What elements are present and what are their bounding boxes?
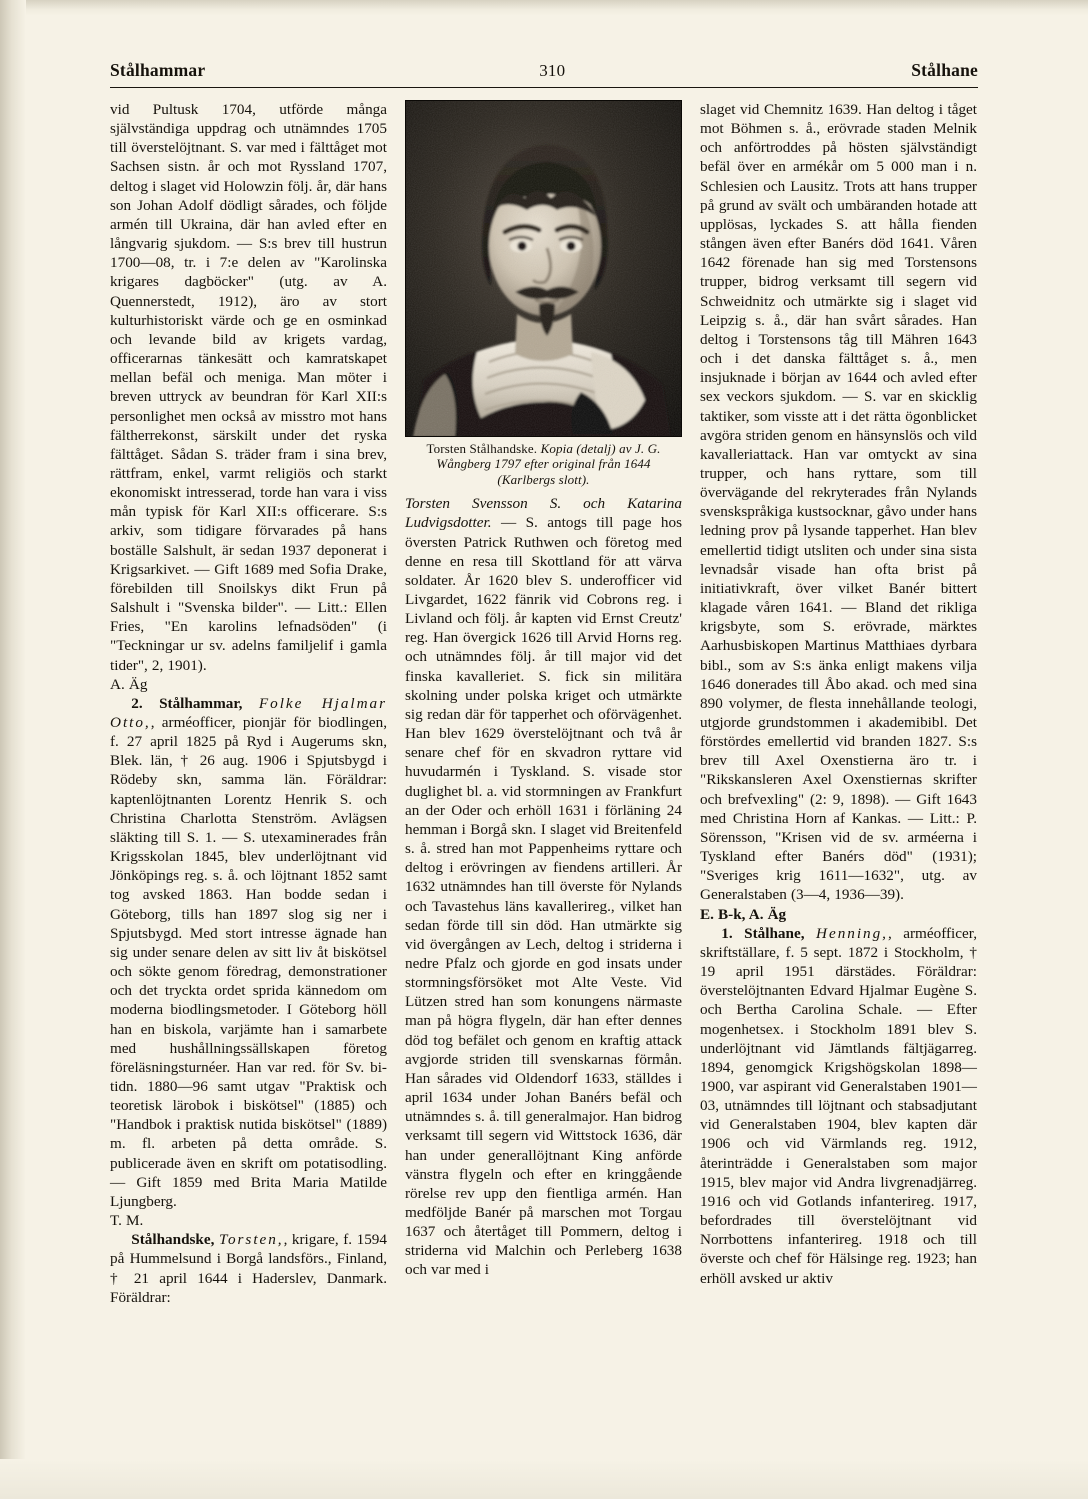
entry-number: 2. — [131, 694, 143, 712]
portrait-image — [405, 100, 682, 437]
running-head-right: Stålhane — [911, 60, 978, 80]
entry-headword: Stålhammar, — [159, 694, 243, 712]
running-head-left: Stålhammar — [110, 60, 206, 80]
paragraph-stalhandske-continued: slaget vid Chemnitz 1639. Han deltog i tåget mot Böhmen s. å., erövrade staden Melnik och anförtroddes på hösten självständigt befäl över en armékår om 5 000 man i n. Schlesien och Lausitz. Trots att hans trupper på grund av svält och umbäranden hotade att upplösas, lyckades S. att hålla fienden stången även efter Banérs död 1641. Våren 1642 förenade han sig med Torstensons trupper, bidrog verksamt till segern vid Schweidnitz och utmärkte sig i slaget vid Leipzig s. å., där han svårt sårades. Han deltog i Torstensons tåg till Mähren 1643 och i det danska fälttåget s. å., men insjuknade i början av 1644 och avled efter sex veckors sjukdom. — S. var en skicklig taktiker, som visste att i det rätta ögonblicket avgöra striden genom en hänsynslös och vild kavalleriattack. Han var omtyckt av sina trupper, och hans ryttare, som till övervägande del rekryterades från Nylands svenskspråkiga kustsocknar, gåvo under hans ledning prov på lysande tapperhet. Han blev emellertid tidigt utsliten och under sina sista levnadsår visade han ofta brist på initiativkraft, över vilket Banér bittert klagade våren 1641. — Bland det rikliga krigsbyte, som S. erövrade, märktes Aarhusbiskopen Martinus Matthiaes dyrbara bibl., som av S:s änka enligt makens vilja 1646 donerades till Åbo akad. och med sina 890 volymer, de flesta innehållande teologi, utgjorde grundstommen i akademibibl. Det förstördes emellertid vid branden 1827. S:s brev till Axel Oxenstierna äro tr. i "Rikskansleren Axel Oxenstiernas skrifter och brefvexling" (2: 9, 1898). — Gift 1643 med Christina Horn af Kankas. — Litt.: P. Sörensson, "Krisen vid de sv. arméerna i Tyskland efter Banérs död" (1931); "Sveriges krig 1611—1632", utg. av Generalstaben (3—4, 1936—39). — [700, 101, 977, 904]
entry-stalhammar-2 — [110, 694, 387, 1211]
entry-body: , krigare, f. 1594 på Hummelsund i Borgå landsförs., Finland, † 21 april 1644 i Haderslev, Danmark. Föräldrar: — [110, 1231, 387, 1306]
entry-firstnames: Torsten, — [218, 1231, 284, 1249]
portrait-caption — [405, 441, 682, 487]
scan-edge-top — [0, 0, 1088, 16]
signature-e-bk-a-ag — [700, 905, 977, 924]
parents-names: Torsten Svensson S. och Katarina Ludvigsdotter. — [405, 495, 682, 532]
paragraph-stalhandske-body — [405, 494, 682, 1279]
page-number: 310 — [539, 61, 566, 80]
entry-stalhandske — [110, 1230, 387, 1307]
scan-edge-left — [0, 0, 26, 1499]
column-container — [110, 100, 978, 1307]
text-column-1 — [110, 100, 387, 1307]
caption-subject: Torsten Stålhandske. — [426, 441, 538, 456]
text-column-3 — [700, 100, 977, 1288]
entry-stalhane-1 — [700, 924, 977, 1288]
entry-number: 1. — [721, 924, 733, 942]
page-content — [110, 60, 978, 1307]
caption-source-line1: Kopia (detalj) av J. G. — [540, 441, 661, 456]
running-head — [110, 60, 978, 81]
portrait-figure — [405, 100, 682, 487]
entry-firstnames: Folke Hjalmar Otto, — [110, 694, 388, 731]
caption-source-line3: (Karlbergs slott). — [497, 471, 590, 487]
entry-headword: Stålhane, — [744, 924, 805, 942]
entry-firstnames: Henning, — [816, 924, 888, 942]
portrait-illustration — [405, 100, 682, 437]
signature-a-ag-1: A. Äg — [110, 675, 148, 693]
signature-text: E. B-k, A. Äg — [700, 905, 787, 923]
entry-body: , arméofficer, pionjär för biodlingen, f. 27 april 1825 på Ryd i Augerums skn, Blek. län, † 26 aug. 1906 i Spjutsbygd i Rödeby skn, samma län. Föräldrar: kaptenlöjtnanten Lorentz Henrik S. och Christina Charlotta Stenström. Avlägsen släkting till S. 1. — S. utexaminerades från Krigsskolan 1845, blev underlöjtnant vid Jönköpings reg. s. å. och löjtnant 1852 samt tog avsked 1863. Han bodde sedan i Göteborg, tills han 1897 slog sig ner i Spjutsbygd. Med stort intresse ägnade han sig under senare delen av sitt liv åt biskötsel och sökte genom föredrag, demonstrationer och det tryckta ordet sprida kännedom om moderna biodlingsmetoder. I Göteborg höll han en biskola, varjämte han i samarbete med hushållningssällskapen företog föreläsningsturnéer. Han var red. för Sv. bi-tidn. 1880—96 samt utgav "Praktisk och teoretisk lärobok i biskötsel" (1885) och "Handbok i praktisk nutida biskötsel" (1889) m. fl. arbeten på detta område. S. publicerade även en skrift om potatisodling. — Gift 1859 med Brita Maria Matilde Ljungberg. — [110, 714, 387, 1210]
text-column-2 — [405, 100, 682, 1280]
header-rule — [110, 87, 978, 88]
signature-t-m: T. M. — [110, 1212, 144, 1230]
scan-edge-bottom — [0, 1459, 1088, 1499]
body-text: — S. antogs till page hos översten Patrick Ruthwen och företog med denne en resa till Skottland för att värva soldater. År 1620 blev S. underofficer vid Livgardet, 1622 fänrik vid Cobrons reg. i Livland och följ. år kapten vid Ernst Creutz' reg. Han övergick 1626 till Arvid Horns reg. och utnämndes följ. år till major vid det finska kavalleriet. S. fick sin militära skolning under polska kriget och utmärkte sig redan där för tapperhet och oförvägenhet. Han blev 1629 överstelöjtnant och två år senare chef för en skvadron ryttare vid huvudarmén i Tyskland. S. visade stor duglighet bl. a. vid stormningen av Frankfurt an der Oder och erhöll 1631 i förläning 24 hemman i Borgå skn. I slaget vid Breitenfeld s. å. stred han mot Pappenheims ryttare och deltog i erövringen av fiendens artilleri. År 1632 utnämndes han till överste för Nylands och Tavastehus läns kavallerireg., vilket han sedan förde till sin död. Han utmärkte sig vid övergången av Lech, deltog i striderna i nedre Pfalz och gjorde en god insats under stormningsförsöket mot Alte Veste. Vid Lützen stred han som konungens närmaste man på högra flygeln, där han efter dennes död tog befälet och genom en kraftig attack avgjorde striden till svenskarnas förmån. Han sårades vid Oldendorf 1633, ställdes i april 1634 under Johan Banérs befäl och utnämndes s. å. till generalmajor. Han bidrog verksamt till segern vid Wittstock 1636, där han under generallöjtnant King anförde vänstra flygeln och efter en kringgående rörelse rev upp den fientliga armén. Han medföljde Banér på marschen mot Torgau 1637 och återtåget till Pommern, deltog i striderna vid Malchin och Perleberg 1638 och var med i — [405, 514, 682, 1279]
caption-source-line2: Wångberg 1797 efter original från 1644 — [436, 456, 651, 472]
paragraph-continued-stalhammar1: vid Pultusk 1704, utförde många självständiga uppdrag och utnämndes 1705 till överstelöjtnant. S. var med i fälttåget mot Sachsen sistn. år och mot Ryssland 1707, deltog i slaget vid Holowzin följ. år, där hans son Johan Adolf dödligt sårades, och följde armén till Ukraina, där han avled efter en långvarig sjukdom. — S:s brev till hustrun 1700—08, tr. i 7:e delen av "Karolinska krigares dagböcker" (utg. av A. Quennerstedt, 1912), äro av stort kulturhistoriskt värde och ge en osminkad och levande bild av krigets vardag, officerarnas tänkesätt och kamratskapet mellan befäl och meniga. Man möter i breven uttryck av beundran för Karl XII:s personlighet men också av misstro mot hans fältherrekonst, särskilt under det ryska fälttåget. Sådan S. träder fram i sina brev, rättfram, enkel, varmt religiös och starkt ekonomiskt intresserad, torde han vara i viss mån typisk för Karl XII:s officerare. S:s arkiv, som tidigare förvarades på hans boställe Salshult, är sedan 1937 deponerat i Krigsarkivet. — Gift 1689 med Sofia Drake, förebilden till Snoilskys dikt Frun på Salshult i "Svenska bilder". — Litt.: Ellen Fries, "En karolins lefnadsöden" (i "Teckningar ur sv. adelns familjelif i gamla tider", 2, 1901). — [110, 101, 387, 674]
entry-body: , arméofficer, skriftställare, f. 5 sept. 1872 i Stockholm, † 19 april 1951 därstädes. Föräldrar: överstelöjtnanten Edvard Hjalmar Eugène S. och Bertha Carolina Schale. — Efter mogenhetsex. i Stockholm 1891 blev S. underlöjtnant vid Jämtlands fältjägarreg. 1894, genomgick Krigshögskolan 1898—1900, var aspirant vid Generalstaben 1901—03, utnämndes till löjtnant och stabsadjutant vid Generalstaben 1904, blev kapten där 1906 och vid Värmlands reg. 1912, återinträdde i Generalstaben som major 1915, blev major vid Andra livgrenadjärreg. 1916 och vid Gotlands infanterireg. 1917, befordrades till överstelöjtnant vid Norrbottens infanterireg. 1918 och till överste och chef för Hälsinge reg. 1923; han erhöll avsked ur aktiv — [700, 924, 977, 1287]
entry-headword: Stålhandske, — [131, 1231, 215, 1249]
